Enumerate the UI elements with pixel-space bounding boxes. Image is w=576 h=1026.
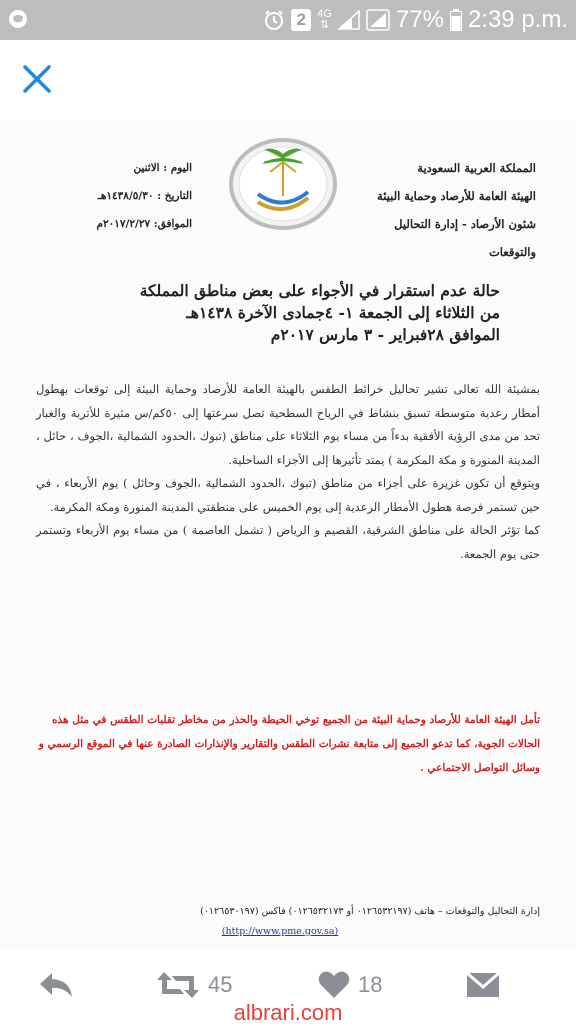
retweet-icon <box>156 970 200 1000</box>
body-paragraph-2: ويتوقع أن تكون غزيرة على أجزاء من مناطق (تبوك ،الحدود الشمالية ،الجوف وحائل ) يوم الأربعاء ، في حين تستمر فرصة هطول الأمطار الرعدية إلى يوم الخميس على منطقتي المدينة المنورة ومكة المكرمة. <box>36 476 540 514</box>
body-paragraph-1: بمشيئة الله تعالى تشير تحاليل خرائط الطقس بالهيئة العامة للأرصاد وحماية البيئة إلى توقعات بهطول أمطار رعدية متوسطة تسبق بنشاط في الرياح السطحية تصل سرعتها إلى ٥٠كم/س مثيرة للأتربة والغبار تحد من مدى الرؤية الأفقية بدءاً من مساء يوم الثلاثاء على مناطق (تبوك ،الحدود الشمالية ،الجوف ، حائل ، المدينة المنورة و مكة المكرمة ) يمتد تأثيرها إلى الأجزاء الساحلية. <box>36 382 540 467</box>
header-right-line-3: شئون الأرصاد - إدارة التحاليل والتوقعات <box>394 217 536 259</box>
watermark: albrari.com <box>233 1000 343 1025</box>
signal-icon <box>338 10 360 30</box>
alarm-icon <box>263 9 285 31</box>
sim-slot-badge: 2 <box>291 9 311 31</box>
footer-contact: إدارة التحاليل والتوقعات – هاتف (٠١٢٦٥٣٢١٩٧ أو ٠١٢٦٥٣٢١٧٣) فاكس (٠١٢٦٥٣٠١٩٧) <box>200 906 540 917</box>
battery-percent: 77% <box>395 6 444 33</box>
header-right-line-1: المملكة العربية السعودية <box>417 161 536 175</box>
header-right-line-2: الهيئة العامة للأرصاد وحماية البيئة <box>377 189 536 203</box>
header-gregorian-date: الموافق: ٢٠١٧/٢/٢٧م <box>96 218 192 230</box>
pme-logo-emblem <box>228 136 338 232</box>
document-body <box>36 378 540 566</box>
footer-website-link[interactable]: (http://www.pme.gov.sa) <box>221 926 339 937</box>
close-button[interactable] <box>22 64 52 94</box>
header-hijri-date: التاريخ : ١٤٣٨/٥/٣٠هـ <box>97 190 192 202</box>
document-footer <box>40 902 540 942</box>
network-type: 4G ⇅ <box>317 8 332 31</box>
header-day: اليوم : الاثنين <box>133 162 192 174</box>
clock: 2:39 p.m. <box>467 6 568 33</box>
app-notification-icon <box>8 9 28 29</box>
document-title <box>70 280 500 346</box>
retweet-count: 45 <box>208 972 233 997</box>
heart-icon <box>318 970 350 1000</box>
title-line-1: حالة عدم استقرار في الأجواء على بعض مناطق المملكة <box>139 281 500 300</box>
like-count: 18 <box>358 972 383 997</box>
reply-icon <box>38 971 74 999</box>
close-icon <box>22 64 52 94</box>
envelope-icon <box>466 971 500 999</box>
battery-icon <box>450 9 462 31</box>
document-header-right <box>346 154 536 266</box>
body-paragraph-3: كما تؤثر الحالة على مناطق الشرقية، القصيم و الرياض ( تشمل العاصمة ) من مساء يوم الأربعاء وتستمر حتى يوم الجمعة. <box>36 523 540 561</box>
status-indicators <box>263 0 568 40</box>
reply-button[interactable] <box>38 968 74 1002</box>
title-line-2: من الثلاثاء إلى الجمعة ١- ٤جمادى الآخرة ١٤٣٨هـ <box>186 303 500 322</box>
like-button[interactable] <box>318 968 382 1002</box>
document-header-left <box>82 154 192 238</box>
title-line-3: الموافق ٢٨فبراير - ٣ مارس ٢٠١٧م <box>270 325 500 344</box>
status-bar <box>0 0 576 40</box>
safety-notice: تأمل الهيئة العامة للأرصاد وحماية البيئة من الجميع توخي الحيطة والحذر من مخاطر تقلبات الطقس في مثل هذه الحالات الجوية، كما تدعو الجميع إلى متابعة نشرات الطقس والتقارير والإنذارات الصادرة عنها في الموقع الرسمي و وسائل التواصل الاجتماعي . <box>38 714 540 774</box>
direct-message-button[interactable] <box>466 968 500 1002</box>
signal-icon-2 <box>366 9 390 31</box>
document-image[interactable] <box>0 120 576 950</box>
retweet-button[interactable] <box>156 968 232 1002</box>
